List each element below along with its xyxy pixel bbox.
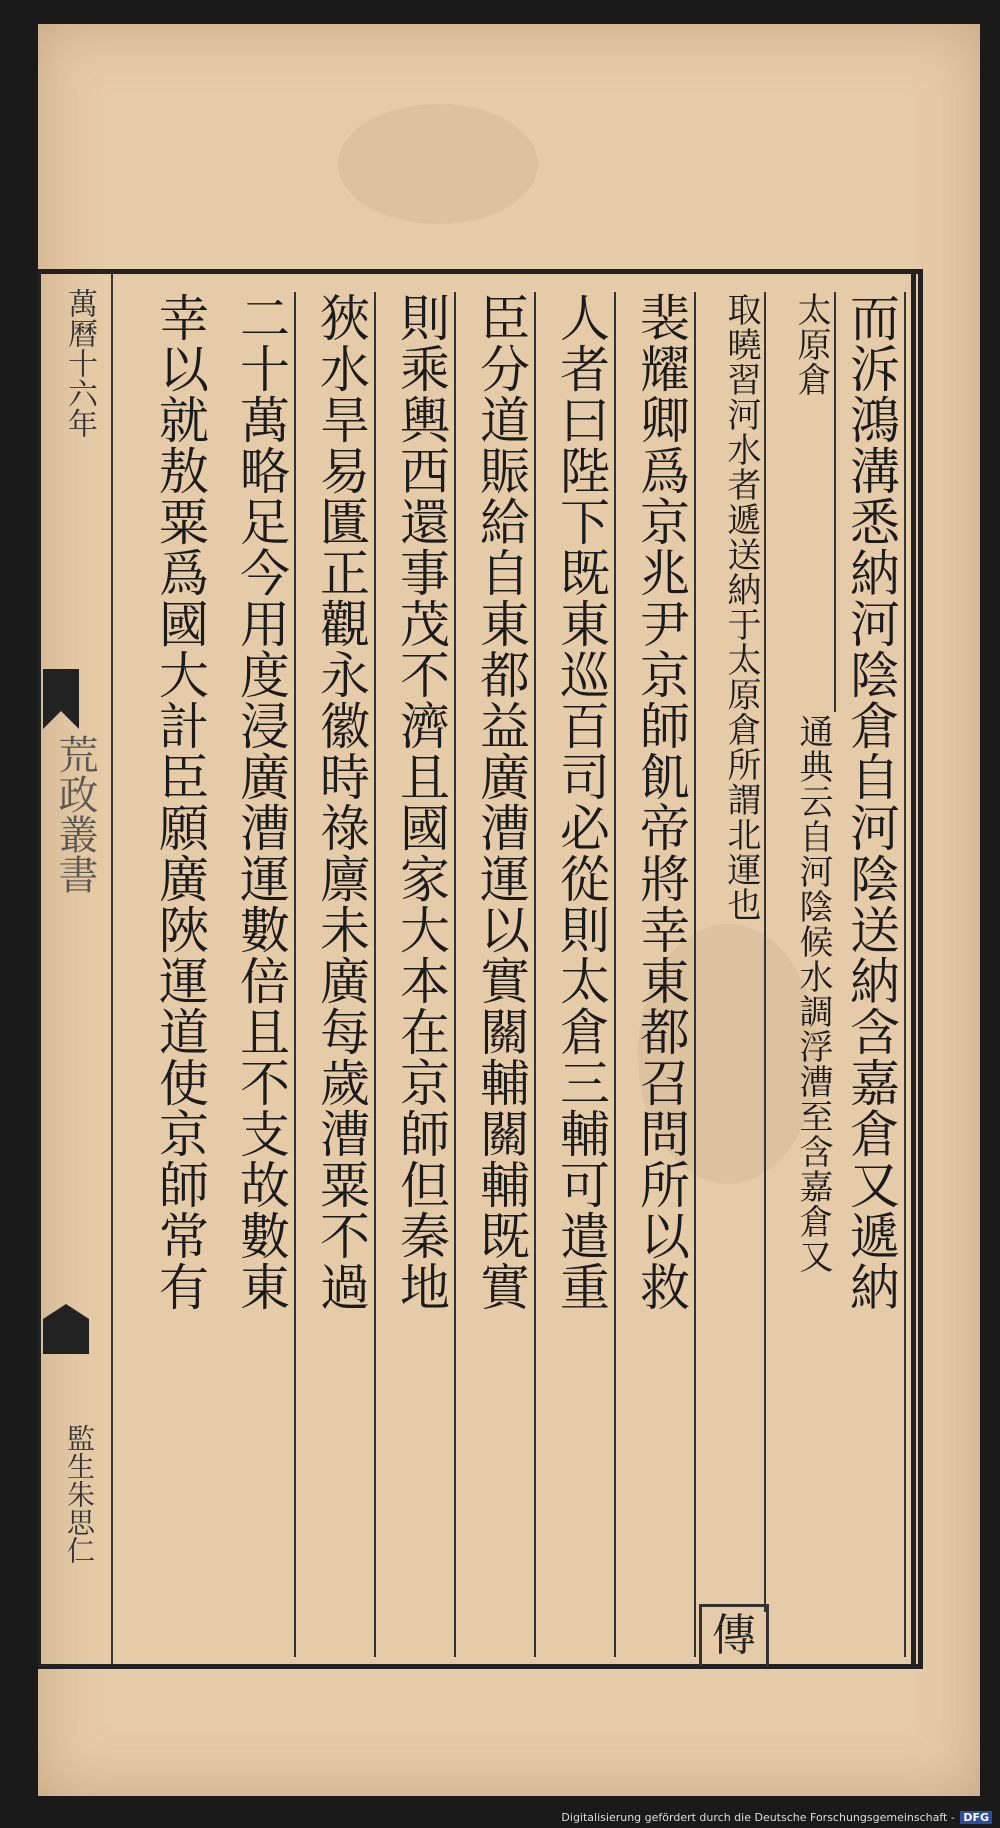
- text-column-10: 幸以就敖粟爲國大計臣願廣陜運道使京師常有: [151, 292, 209, 1312]
- text-frame: [38, 269, 923, 1669]
- footer-text: Digitalisierung gefördert durch die Deutsche Forschungsgemeinschaft -: [561, 1811, 955, 1824]
- text-column-2b: 通典云自河陰候水調浮漕至含嘉倉又: [793, 714, 833, 1274]
- chuan-label: 傳: [699, 1604, 769, 1666]
- digitization-footer: [557, 1809, 996, 1826]
- text-column-7: 則乘輿西還事茂不濟且國家大本在京師但秦地: [376, 292, 456, 1657]
- margin-supervisor: 監生朱思仁: [63, 1424, 96, 1564]
- margin-reign-year: 萬曆十六年: [62, 288, 97, 438]
- text-column-1: 而泝鴻溝悉納河陰倉自河陰送納含嘉倉又遞納: [826, 292, 906, 1657]
- text-column-6: 臣分道賑給自東都益廣漕運以實關輔關輔既實: [456, 292, 536, 1657]
- text-column-5: 人者曰陛下既東巡百司必從則太倉三輔可遣重: [536, 292, 616, 1657]
- text-column-3: 取曉習河水者遞送納于太原倉所謂北運也: [696, 292, 766, 1612]
- scanned-page: [38, 24, 980, 1796]
- dfg-logo-icon: DFG: [960, 1811, 992, 1824]
- text-column-4: 裴耀卿爲京兆尹京師飢帝將幸東都召問所以救: [616, 292, 696, 1657]
- margin-book-title: 荒政叢書: [52, 734, 98, 894]
- page-margin: [43, 274, 113, 1664]
- text-column-9: 二十萬略足今用度浸廣漕運數倍且不支故數東: [216, 292, 296, 1657]
- fish-tail-mark-lower-icon: [43, 1304, 89, 1354]
- text-column-8: 狹水旱易匱正觀永徽時祿廪未廣每歲漕粟不過: [296, 292, 376, 1657]
- text-column-2: 太原倉: [766, 292, 836, 712]
- fish-tail-mark-icon: [43, 669, 79, 729]
